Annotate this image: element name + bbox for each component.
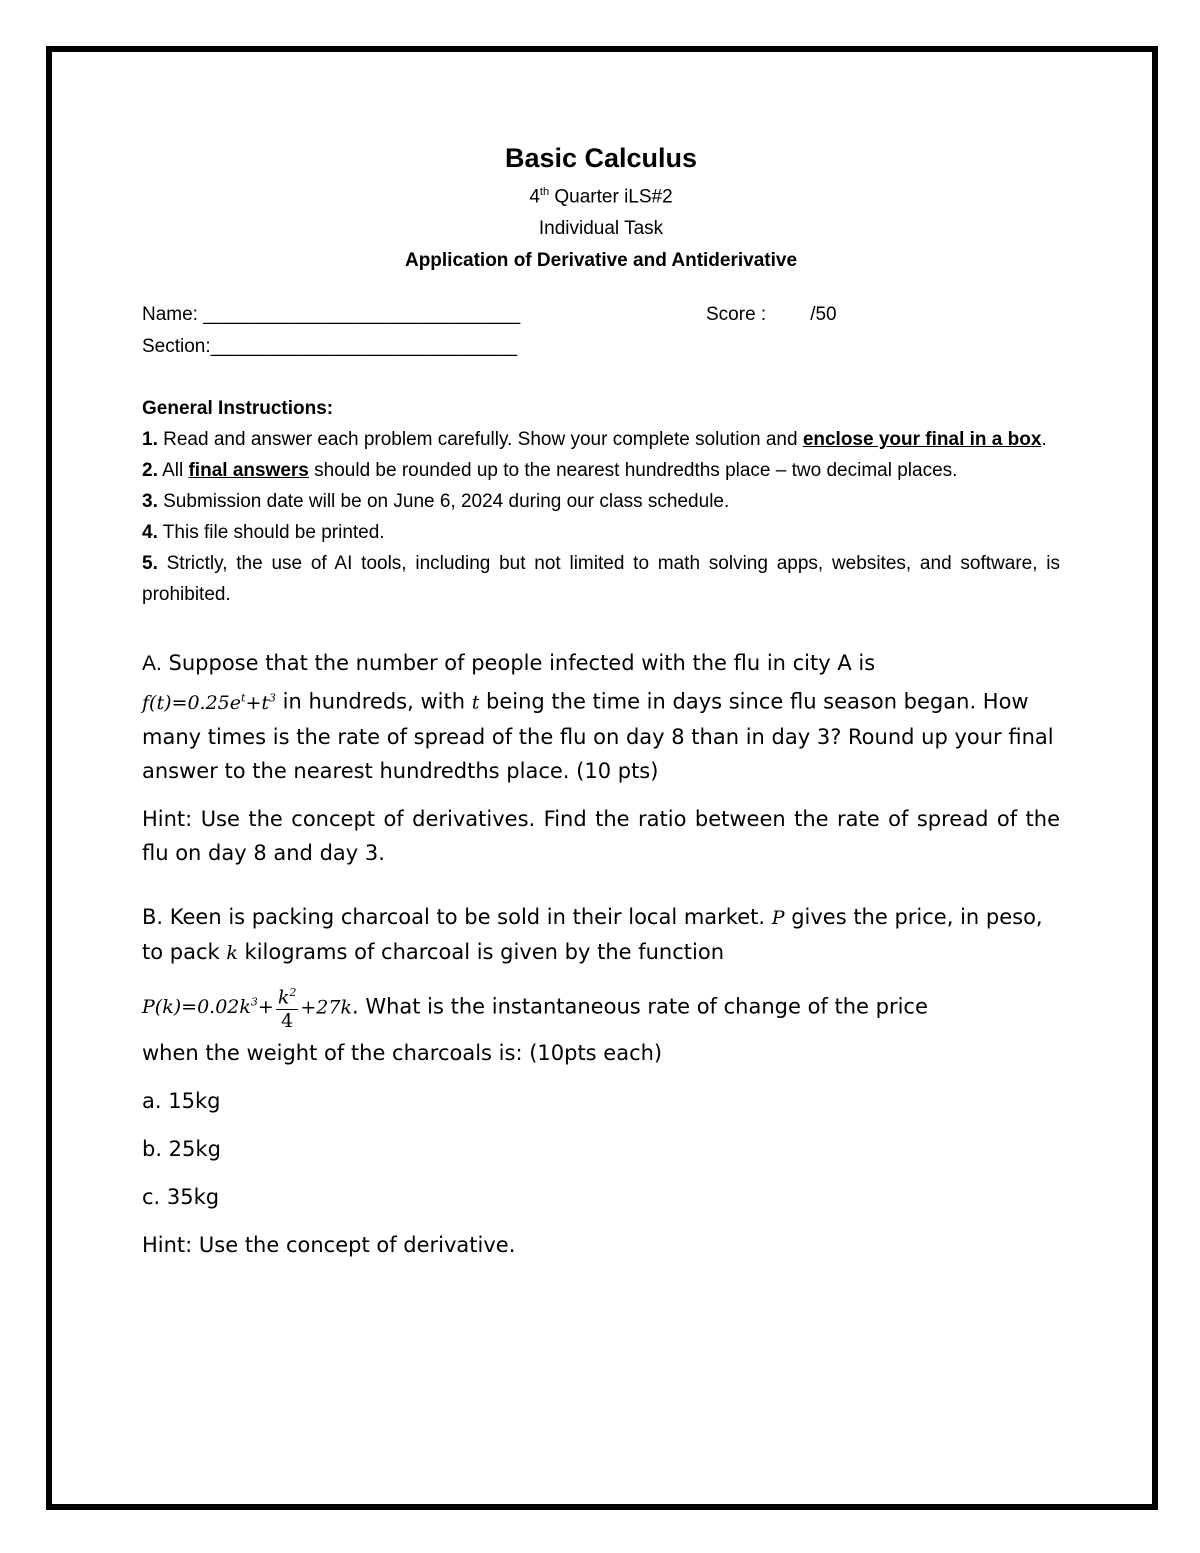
problem-b-equation-line (142, 974, 1060, 1036)
eq-symbol: =0.02 (181, 995, 240, 1018)
general-instructions (142, 393, 1060, 610)
eq-exponent: 3 (250, 995, 258, 1009)
list-item: b. 25kg (142, 1136, 221, 1161)
instruction-text: Submission date will be on June 6, 2024 during our class schedule. (157, 491, 730, 513)
problem-b-hint: Hint: Use the concept of derivative. (142, 1232, 516, 1257)
variable: P (771, 906, 785, 929)
quarter-ordinal: th (539, 186, 550, 198)
instruction-text: . (1041, 429, 1047, 451)
page-title: Basic Calculus (504, 143, 698, 173)
instruction-text: This file should be printed. (157, 522, 385, 544)
problem-label: A. (142, 652, 162, 676)
problem-text: Keen is packing charcoal to be sold in their local market. (163, 904, 772, 929)
instruction-emphasis: final answers (188, 460, 309, 482)
instruction-number: 3. (142, 491, 158, 513)
page-subtitle: Application of Derivative and Antiderivative (404, 250, 798, 272)
problem-label: B. (142, 904, 164, 929)
problem-text: . What is the instantaneous rate of change of the price (351, 993, 928, 1018)
section-field[interactable]: Section:_____________________________ (142, 336, 518, 358)
task-type: Individual Task (538, 218, 664, 240)
instruction-item (142, 486, 1060, 517)
instruction-item (142, 548, 1060, 610)
header (142, 140, 1060, 277)
problem-a (142, 646, 1060, 787)
instruction-item (142, 424, 1060, 455)
list-item: c. 35kg (142, 1184, 220, 1209)
problem-text: kilograms of charcoal is given by the function (237, 939, 725, 964)
problem-text: in hundreds, with (276, 689, 472, 714)
student-fields (142, 299, 1060, 363)
quarter-number: 4 (529, 186, 540, 208)
instruction-number: 4. (142, 522, 158, 544)
eq-symbol: + (257, 995, 274, 1018)
problem-b-text: when the weight of the charcoals is: (10pts each) (142, 1040, 663, 1065)
instruction-emphasis: enclose your final in a box (802, 429, 1042, 451)
equation-p: $P(k)=0.02k^3+$ (142, 995, 274, 1018)
problem-text: gives the price, in peso, to pack (142, 904, 1043, 964)
eq-symbol: t (261, 691, 269, 714)
instruction-item (142, 455, 1060, 486)
eq-symbol: + (245, 691, 262, 714)
eq-symbol: t (156, 691, 165, 714)
eq-exponent: 2 (289, 986, 297, 1000)
eq-symbol: +27 (300, 995, 341, 1018)
eq-symbol: e (229, 691, 242, 714)
instruction-text: Read and answer each problem carefully. Show your complete solution and (157, 429, 803, 451)
eq-symbol: P (142, 995, 155, 1018)
instruction-text: should be rounded up to the nearest hundredths place – two decimal places. (308, 460, 958, 482)
instruction-number: 1. (142, 429, 158, 451)
variable: k (226, 941, 238, 964)
equation-f: $f(t)=0.25e^t+t^3$ (142, 691, 276, 714)
score-label: Score : (706, 304, 767, 326)
instructions-heading: General Instructions: (142, 398, 334, 420)
worksheet (142, 140, 1060, 1262)
score-total: /50 (810, 304, 837, 326)
equation-fraction (276, 982, 299, 1031)
eq-symbol: k (162, 995, 174, 1018)
eq-exponent: t (241, 691, 246, 705)
quarter-text: Quarter iLS#2 (549, 186, 673, 208)
instruction-text: Strictly, the use of AI tools, including but not limited to math solving apps, websites, and software, is prohibited. (142, 553, 1060, 606)
eq-symbol: f (142, 691, 150, 714)
problem-b (142, 900, 1060, 970)
eq-symbol: k (239, 995, 251, 1018)
eq-symbol: k (277, 986, 290, 1009)
quarter-line (142, 176, 1060, 213)
eq-exponent: 3 (269, 691, 276, 705)
instruction-item (142, 517, 1060, 548)
name-field[interactable]: Name: ______________________________ (142, 304, 521, 326)
list-item: a. 15kg (142, 1088, 221, 1113)
problem-a-hint: Hint: Use the concept of derivatives. Find the ratio between the rate of spread of the flu on day 8 and day 3. (142, 806, 1060, 865)
problems (142, 646, 1060, 1262)
eq-symbol: 4 (281, 1009, 294, 1032)
instruction-text: All (157, 460, 189, 482)
variable: t (471, 691, 480, 714)
eq-symbol: =0.25 (171, 691, 230, 714)
instruction-number: 5. (142, 553, 158, 575)
score-field (706, 299, 837, 331)
problem-text: Suppose that the number of people infected with the flu in city A is (161, 651, 876, 676)
instruction-number: 2. (142, 460, 158, 482)
eq-symbol: k (340, 995, 352, 1018)
problem-text: being the time in days since flu season began. How many times is the rate of spread of the flu on day 8 than in day 3? Round up your final answer to the nearest hundredths place. (10 pts) (142, 689, 1054, 783)
